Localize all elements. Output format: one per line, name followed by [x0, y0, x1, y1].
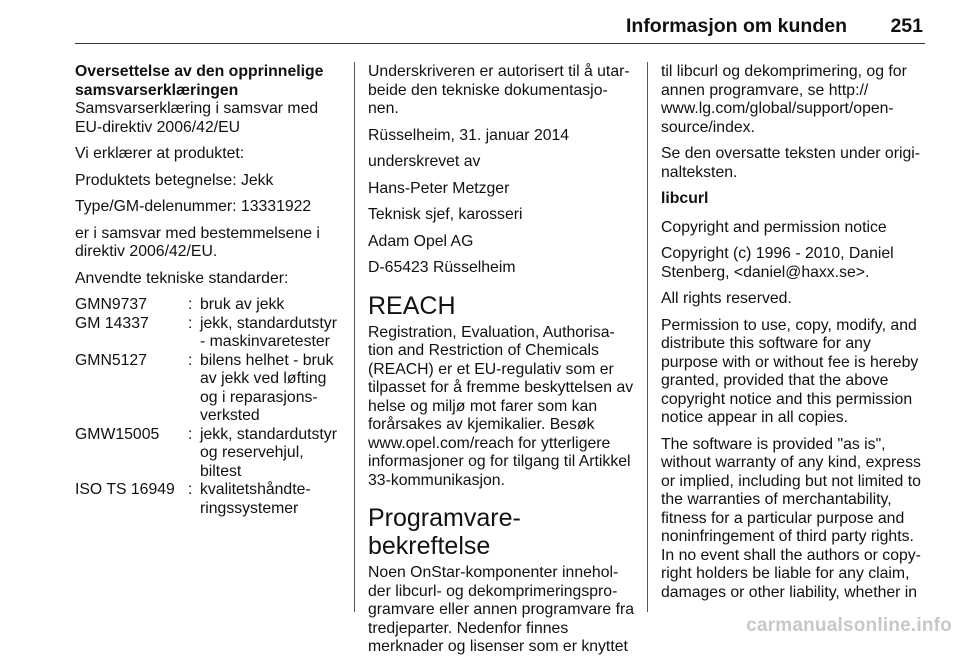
standard-code: GMW15005 — [75, 425, 160, 443]
separator: : — [188, 296, 193, 313]
place-date: Rüsselheim, 31. januar 2014 — [368, 126, 570, 144]
table-row — [75, 315, 343, 352]
page-number: 251 — [890, 15, 923, 37]
standards-label: Anvendte tekniske standarder: — [75, 269, 289, 287]
column-2 — [368, 63, 636, 665]
company-name: Adam Opel AG — [368, 232, 474, 250]
signer-role: Teknisk sjef, karosseri — [368, 206, 523, 223]
standard-code: ISO TS 16949 — [75, 481, 175, 498]
table-row — [75, 481, 343, 518]
column-1 — [75, 63, 343, 518]
separator: : — [188, 425, 193, 443]
table-row — [75, 296, 343, 315]
watermark: carmanualsonline.info — [746, 615, 952, 636]
company-address: D-65423 Rüsselheim — [368, 259, 516, 276]
standard-code: GMN5127 — [75, 351, 147, 369]
standard-desc: bruk av jekk — [200, 296, 285, 313]
software-heading: Programvare-bekreftelse — [368, 504, 521, 560]
translated-note: Se den oversatte teksten under origi-nalteksten. — [661, 145, 921, 181]
product-name: Produktets betegnelse: Jekk — [75, 171, 274, 189]
column-divider — [354, 62, 355, 612]
declaration-heading-2: samsvarserklæringen — [75, 81, 239, 99]
signer-name: Hans-Peter Metzger — [368, 179, 510, 197]
authorized-text: Underskriveren er autorisert til å utar-beide den tekniske dokumentasjo-nen. — [368, 63, 630, 117]
compliance-text: er i samsvar med bestemmelsene i direktiv 2006/42/EU. — [75, 224, 320, 260]
declaration-heading: Oversettelse av den opprinnelige — [75, 63, 324, 80]
libcurl-heading: libcurl — [661, 190, 709, 207]
signed-by: underskrevet av — [368, 153, 481, 170]
separator: : — [188, 314, 193, 332]
standard-desc: kvalitetshåndte-ringssystemer — [200, 481, 311, 517]
column-divider — [647, 62, 648, 612]
copyright-text: Copyright (c) 1996 - 2010, Daniel Stenberg, <daniel@haxx.se>. — [661, 245, 894, 281]
table-row — [75, 426, 343, 482]
part-number: Type/GM-delenummer: 13331922 — [75, 198, 312, 215]
libcurl-continuation: til libcurl og dekomprimering, og for annen programvare, se http:// www.lg.com/global/support/open-source/index. — [661, 63, 907, 136]
declaration-subtitle: Samsvarserklæring i samsvar med EU-direktiv 2006/42/EU — [75, 100, 319, 136]
reach-heading: REACH — [368, 291, 456, 320]
page-title: Informasjon om kunden — [625, 15, 847, 37]
separator: : — [188, 481, 193, 498]
standard-desc: jekk, standardutstyr og reservehjul, biltest — [200, 425, 337, 480]
separator: : — [188, 351, 193, 369]
standard-desc: jekk, standardutstyr - maskinvaretester — [200, 314, 337, 350]
standard-code: GMN9737 — [75, 296, 147, 313]
standards-table — [75, 296, 343, 518]
column-3 — [661, 63, 929, 610]
page-header — [75, 0, 925, 44]
declare-text: Vi erklærer at produktet: — [75, 145, 245, 162]
copyright-notice: Copyright and permission notice — [661, 218, 887, 236]
rights-text: All rights reserved. — [661, 290, 792, 307]
standard-desc: bilens helhet - bruk av jekk ved løfting og i reparasjons-verksted — [200, 351, 334, 424]
permission-text: Permission to use, copy, modify, and distribute this software for any purpose with or without fee is hereby granted, provided that the above copyright notice and this permission notice appear in all copies. — [661, 316, 919, 426]
table-row — [75, 352, 343, 426]
reach-text: Registration, Evaluation, Authorisa-tion and Restriction of Chemicals (REACH) er et EU-regulativ som er tilpasset for å fremme beskyttelsen av helse og miljø mot farer som kan forårsakes av kjemikalier. Besøk www.opel.com/reach for ytterligere informasjoner og for tilgang til Artikkel 33-kommunikasjon. — [368, 323, 634, 489]
software-text: Noen OnStar-komponenter innehol-der libcurl- og dekomprimeringspro-gramvare eller annen programvare fra tredjeparter. Nedenfor finnes merknader og lisenser som er knyttet — [368, 564, 635, 655]
standard-code: GM 14337 — [75, 314, 149, 332]
warranty-text: The software is provided "as is", without warranty of any kind, express or implied, including but not limited to the warranties of merchantability, fitness for a particular purpose and noninfringement of third party rights. In no event shall the authors or copy-right holders be liable for any claim, damages or other liability, whether in — [661, 435, 921, 601]
